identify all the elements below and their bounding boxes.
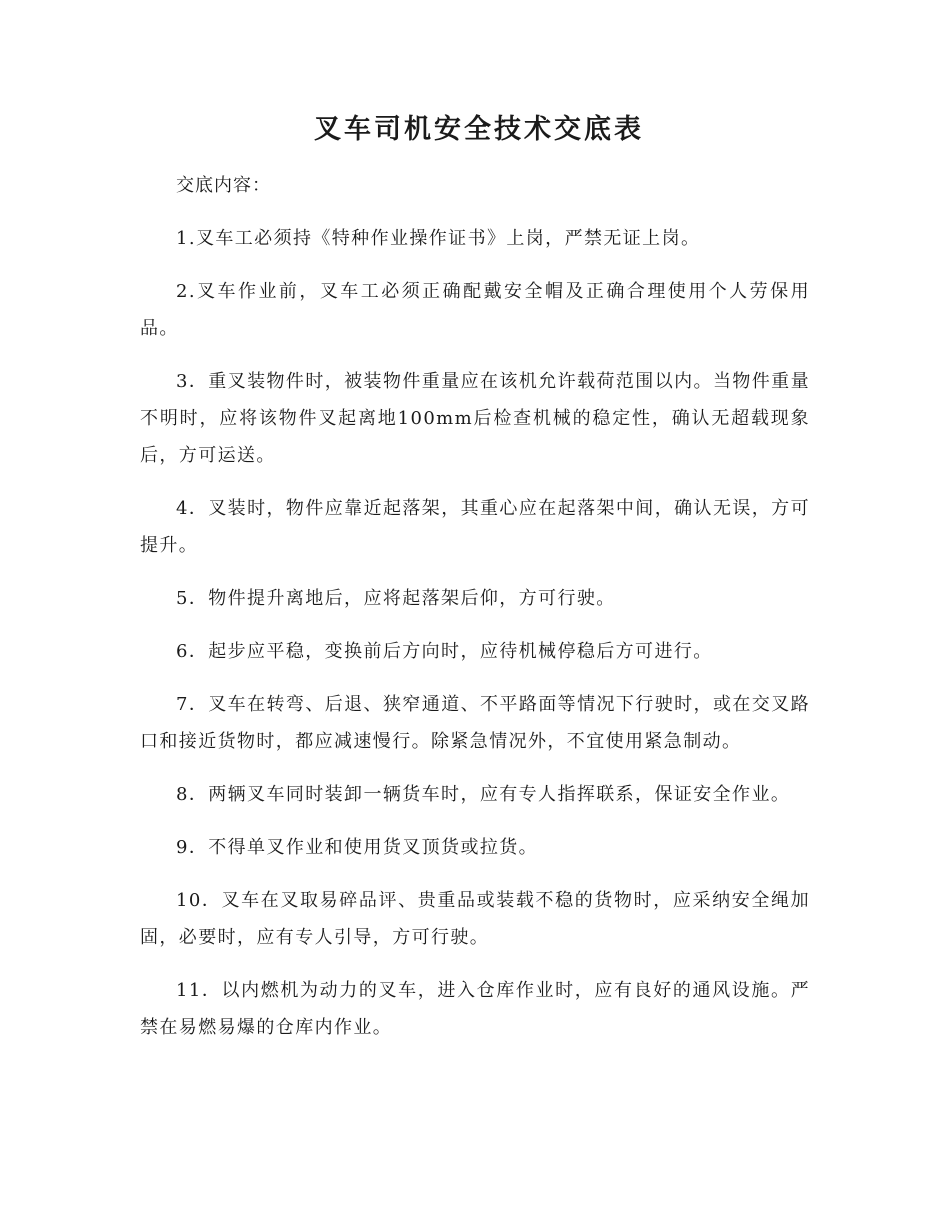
rule-item-10: 10．叉车在叉取易碎品评、贵重品或装载不稳的货物时，应采纳安全绳加固，必要时，应有专人引导，方可行驶。	[140, 890, 810, 948]
rule-item-1: 1.叉车工必须持《特种作业操作证书》上岗，严禁无证上岗。	[176, 228, 701, 249]
rule-item-3: 3．重叉装物件时，被装物件重量应在该机允许载荷范围以内。当物件重量不明时，应将该物件叉起离地100mm后检查机械的稳定性，确认无超载现象后，方可运送。	[140, 371, 810, 466]
document-title: 叉车司机安全技术交底表	[314, 114, 644, 145]
rule-item-6: 6．起步应平稳，变换前后方向时，应待机械停稳后方可进行。	[176, 641, 713, 662]
rule-item-9: 9．不得单叉作业和使用货叉顶货或拉货。	[176, 837, 539, 858]
rule-item-7: 7．叉车在转弯、后退、狭窄通道、不平路面等情况下行驶时，或在交叉路口和接近货物时，都应减速慢行。除紧急情况外，不宜使用紧急制动。	[140, 694, 810, 752]
rule-item-11: 11．以内燃机为动力的叉车，进入仓库作业时，应有良好的通风设施。严禁在易燃易爆的仓库内作业。	[140, 980, 810, 1038]
document-page	[140, 110, 810, 1062]
rule-item-4: 4．叉装时，物件应靠近起落架，其重心应在起落架中间，确认无误，方可提升。	[140, 498, 810, 556]
rule-item-8: 8．两辆叉车同时装卸一辆货车时，应有专人指挥联系，保证安全作业。	[176, 784, 791, 805]
rule-item-2: 2.叉车作业前，叉车工必须正确配戴安全帽及正确合理使用个人劳保用品。	[140, 281, 810, 339]
rule-item-5: 5．物件提升离地后，应将起落架后仰，方可行驶。	[176, 588, 616, 609]
intro-label: 交底内容：	[176, 175, 271, 196]
